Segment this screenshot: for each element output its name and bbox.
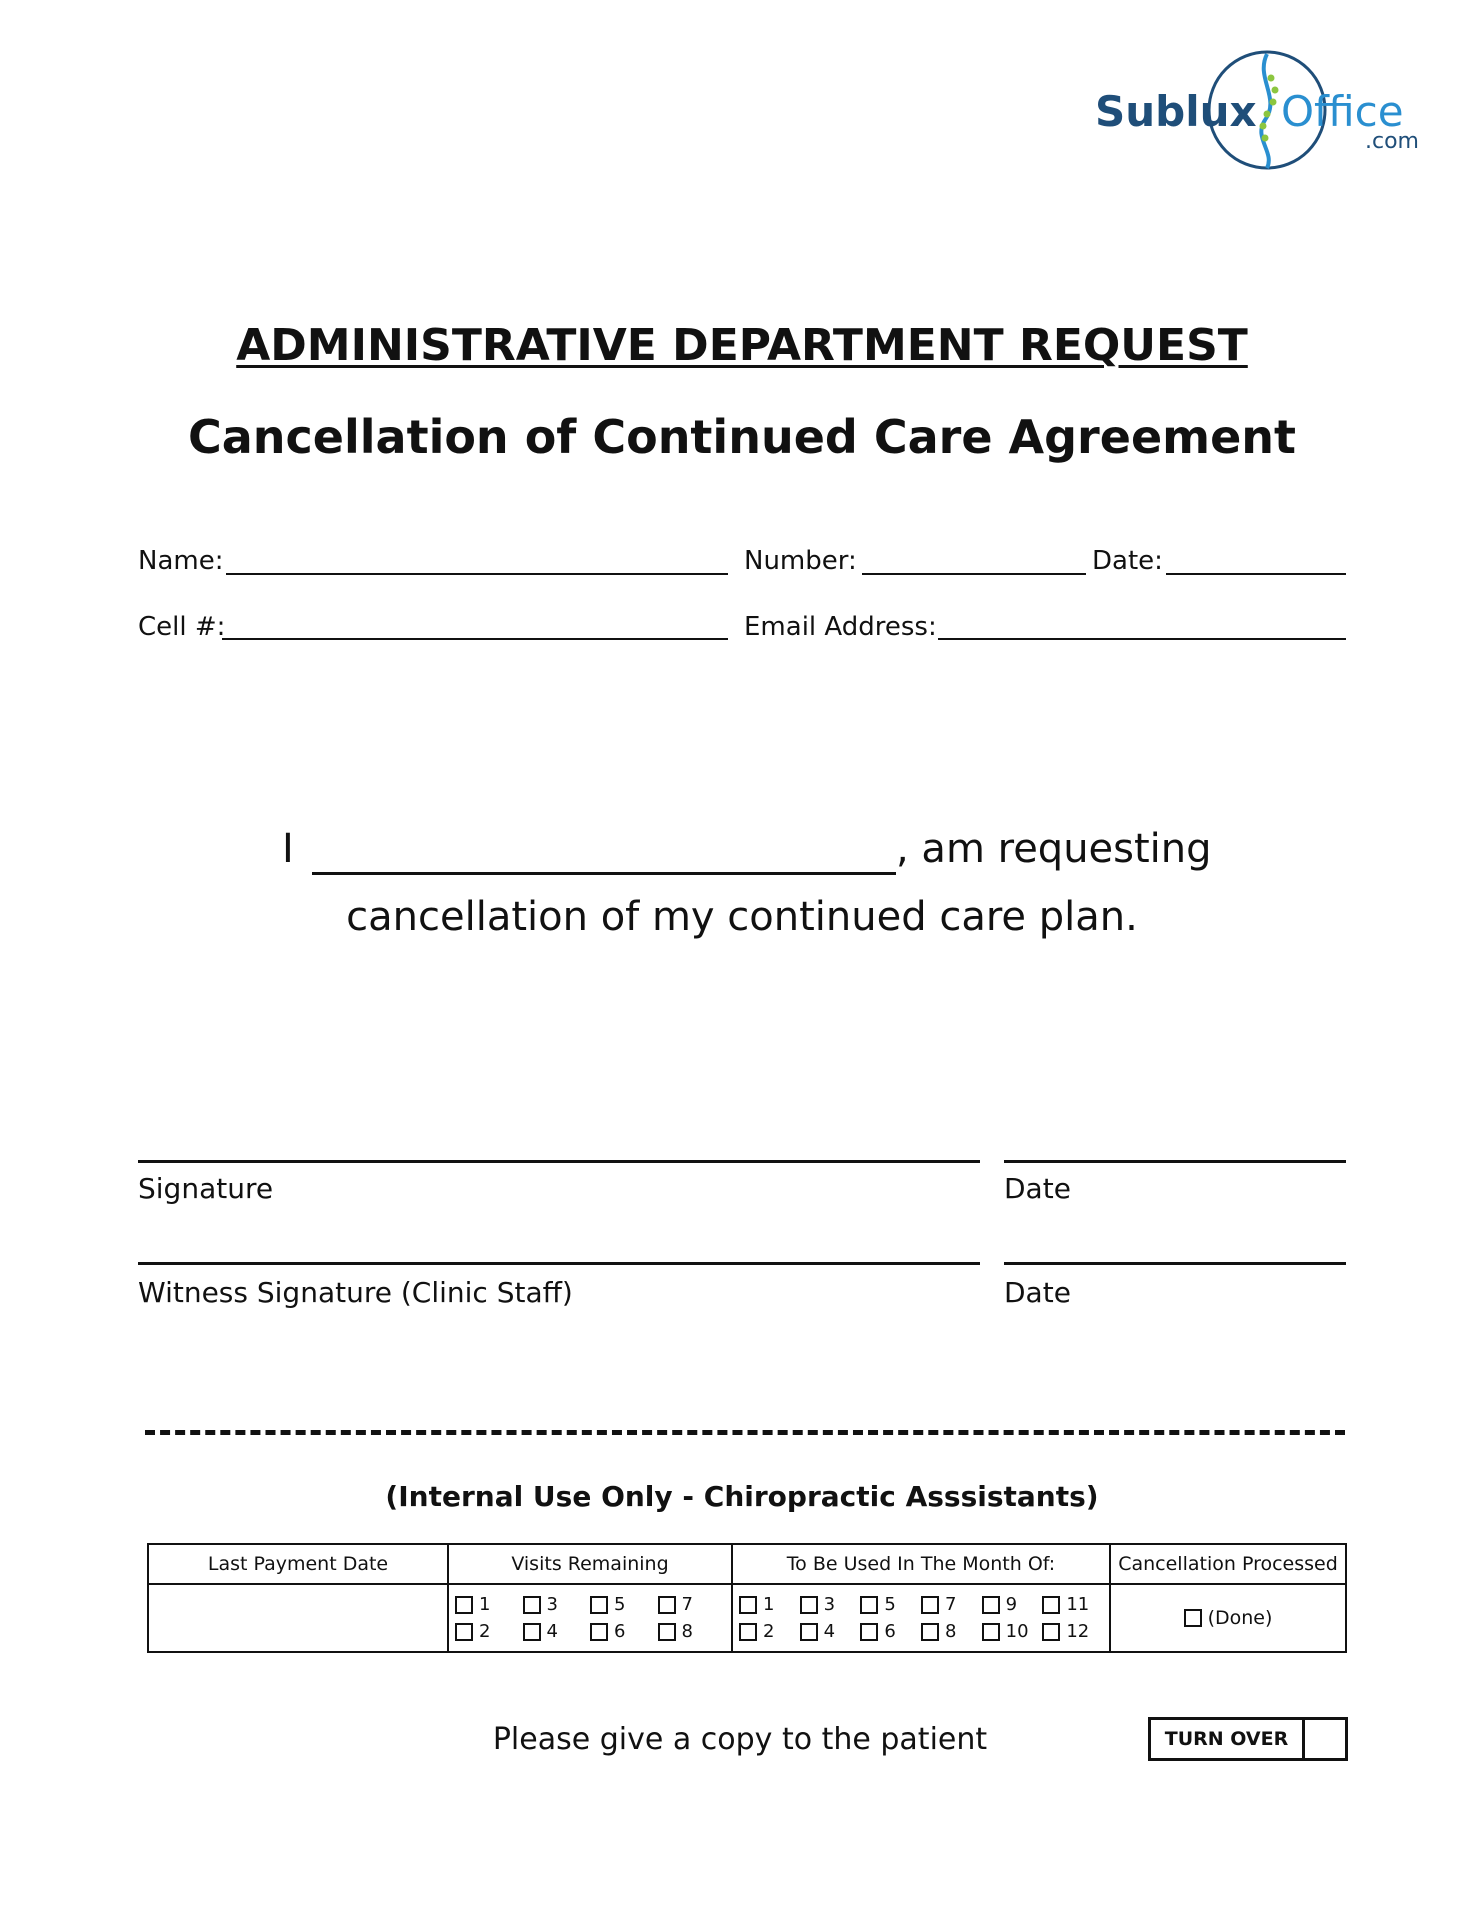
cell-field[interactable]: [222, 638, 728, 640]
turn-over-label: TURN OVER: [1151, 1720, 1305, 1758]
checkbox-box[interactable]: [860, 1623, 878, 1641]
statement-line-2: cancellation of my continued care plan.: [346, 894, 1138, 940]
signature-date-line[interactable]: [1004, 1160, 1346, 1163]
number-field[interactable]: [862, 573, 1086, 575]
sublux-office-logo: [1095, 48, 1425, 178]
checkbox-box[interactable]: [739, 1596, 757, 1614]
turn-over-box: [1148, 1717, 1348, 1761]
witness-signature-line[interactable]: [138, 1262, 980, 1265]
checkbox-box[interactable]: [455, 1623, 473, 1641]
table-header-row: [148, 1544, 1346, 1584]
number-label: Number:: [744, 546, 857, 576]
visits-checkbox-1[interactable]: 1: [455, 1594, 523, 1615]
month-checkbox-7[interactable]: 7: [921, 1594, 982, 1615]
last-payment-date-cell[interactable]: [148, 1584, 448, 1652]
month-checkbox-11[interactable]: 11: [1042, 1594, 1103, 1615]
checkbox-box[interactable]: [982, 1623, 1000, 1641]
visits-remaining-cell: [448, 1584, 732, 1652]
email-field[interactable]: [938, 638, 1346, 640]
checkbox-box[interactable]: [1042, 1596, 1060, 1614]
checkbox-box[interactable]: [800, 1596, 818, 1614]
header-cancellation-processed: Cancellation Processed: [1110, 1544, 1346, 1584]
checkbox-box[interactable]: [455, 1596, 473, 1614]
visits-checkbox-2[interactable]: 2: [455, 1621, 523, 1642]
checkbox-box[interactable]: [523, 1623, 541, 1641]
signature-label: Signature: [138, 1172, 274, 1205]
visits-checkbox-6[interactable]: 6: [590, 1621, 658, 1642]
checkbox-box[interactable]: [1184, 1609, 1202, 1627]
visits-checkbox-4[interactable]: 4: [523, 1621, 591, 1642]
statement-prefix: I: [282, 826, 294, 872]
cell-label: Cell #:: [138, 612, 226, 642]
page-title: [0, 320, 1484, 371]
logo-name-bold: Sublux: [1095, 87, 1257, 136]
header-last-payment-date: Last Payment Date: [148, 1544, 448, 1584]
month-checkbox-1[interactable]: 1: [739, 1594, 800, 1615]
checkbox-box[interactable]: [658, 1596, 676, 1614]
checkbox-box[interactable]: [523, 1596, 541, 1614]
checkbox-box[interactable]: [921, 1596, 939, 1614]
checkbox-box[interactable]: [590, 1623, 608, 1641]
month-checkbox-8[interactable]: 8: [921, 1621, 982, 1642]
signature-date-label: Date: [1004, 1172, 1071, 1205]
checkbox-box[interactable]: [590, 1596, 608, 1614]
footer-note: Please give a copy to the patient: [492, 1722, 988, 1757]
visits-checkbox-7[interactable]: 7: [658, 1594, 726, 1615]
visits-checkbox-5[interactable]: 5: [590, 1594, 658, 1615]
visits-checkbox-8[interactable]: 8: [658, 1621, 726, 1642]
internal-use-title: (Internal Use Only - Chiropractic Asssistants): [385, 1480, 1099, 1513]
month-checkbox-4[interactable]: 4: [800, 1621, 861, 1642]
visits-checkbox-3[interactable]: 3: [523, 1594, 591, 1615]
date-field[interactable]: [1166, 573, 1346, 575]
checkbox-box[interactable]: [921, 1623, 939, 1641]
signature-line[interactable]: [138, 1160, 980, 1163]
month-checkbox-6[interactable]: 6: [860, 1621, 921, 1642]
checkbox-box[interactable]: [860, 1596, 878, 1614]
checkbox-box[interactable]: [982, 1596, 1000, 1614]
month-cell: [732, 1584, 1110, 1652]
witness-signature-label: Witness Signature (Clinic Staff): [138, 1276, 573, 1309]
name-label: Name:: [138, 546, 224, 576]
logo-graphic: [1095, 48, 1425, 178]
cut-line-divider: [145, 1430, 1345, 1435]
header-month: To Be Used In The Month Of:: [732, 1544, 1110, 1584]
name-field[interactable]: [226, 573, 728, 575]
checkbox-box[interactable]: [739, 1623, 757, 1641]
done-checkbox[interactable]: (Done): [1111, 1607, 1345, 1629]
statement-suffix: , am requesting: [896, 826, 1212, 872]
month-checkbox-10[interactable]: 10: [982, 1621, 1043, 1642]
checkbox-box[interactable]: [1042, 1623, 1060, 1641]
page-subtitle: Cancellation of Continued Care Agreement: [187, 410, 1297, 464]
header-visits-remaining: Visits Remaining: [448, 1544, 732, 1584]
table-row: [148, 1584, 1346, 1652]
turn-over-checkbox[interactable]: [1305, 1720, 1345, 1758]
checkbox-box[interactable]: [800, 1623, 818, 1641]
date-label: Date:: [1092, 546, 1163, 576]
month-checkbox-3[interactable]: 3: [800, 1594, 861, 1615]
logo-name-light: Office: [1281, 87, 1404, 136]
month-checkbox-9[interactable]: 9: [982, 1594, 1043, 1615]
month-checkbox-5[interactable]: 5: [860, 1594, 921, 1615]
email-label: Email Address:: [744, 612, 937, 642]
witness-date-label: Date: [1004, 1276, 1071, 1309]
page-title-text: ADMINISTRATIVE DEPARTMENT REQUEST: [236, 320, 1248, 371]
logo-suffix: .com: [1365, 129, 1419, 154]
internal-use-table: [147, 1543, 1347, 1653]
statement-name-field[interactable]: [312, 872, 896, 875]
month-checkbox-2[interactable]: 2: [739, 1621, 800, 1642]
witness-date-line[interactable]: [1004, 1262, 1346, 1265]
cancellation-processed-cell: [1110, 1584, 1346, 1652]
month-checkbox-12[interactable]: 12: [1042, 1621, 1103, 1642]
checkbox-box[interactable]: [658, 1623, 676, 1641]
